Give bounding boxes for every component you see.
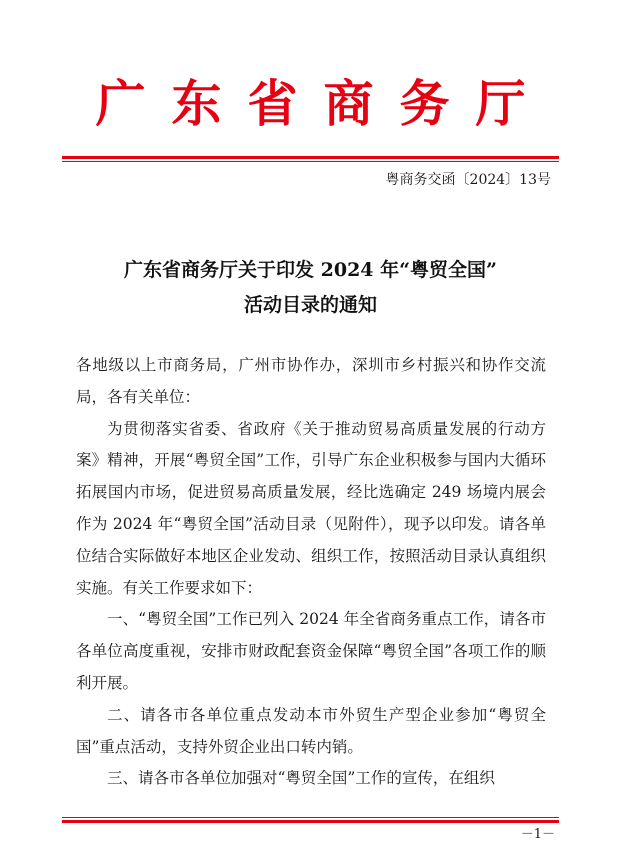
masthead-rule-thin <box>62 161 559 162</box>
page-number: －1－ <box>520 827 555 842</box>
footer-rule-thin <box>62 817 559 818</box>
document-title <box>62 253 559 323</box>
title-line-2: 活动目录的通知 <box>243 294 377 316</box>
masthead-rule-thick <box>62 156 559 159</box>
salutation: 各地级以上市商务局，广州市协作办，深圳市乡村振兴和协作交流局，各有关单位： <box>76 356 546 406</box>
document-body <box>76 350 546 795</box>
paragraph-intro: 为贯彻落实省委、省政府《关于推动贸易高质量发展的行动方案》精神，开展“粤贸全国”工作，引导广东企业积极参与国内大循环拓展国内市场，促进贸易高质量发展，经比选确定 249 场境内展会作为 2024 年“粤贸全国”活动目录（见附件），现予以印发。请各单位结合实际做好本地区企业发动、组织工作，按照活动目录认真组织实施。有关工作要求如下： <box>76 419 546 597</box>
title-line-1: 广东省商务厅关于印发 2024 年“粤贸全国” <box>124 259 497 281</box>
footer-rule-thick <box>62 820 559 823</box>
masthead-title: 广东省商务厅 <box>95 74 552 133</box>
paragraph-item-3: 三、请各市各单位加强对“粤贸全国”工作的宣传，在组织 <box>107 769 495 788</box>
paragraph-item-1: 一、“粤贸全国”工作已列入 2024 年全省商务重点工作，请各市各单位高度重视，安排市财政配套资金保障“粤贸全国”各项工作的顺利开展。 <box>76 610 546 692</box>
paragraph-item-2: 二、请各市各单位重点发动本市外贸生产型企业参加“粤贸全国”重点活动，支持外贸企业出口转内销。 <box>76 705 546 756</box>
document-number: 粤商务交函〔2024〕13号 <box>385 172 551 188</box>
